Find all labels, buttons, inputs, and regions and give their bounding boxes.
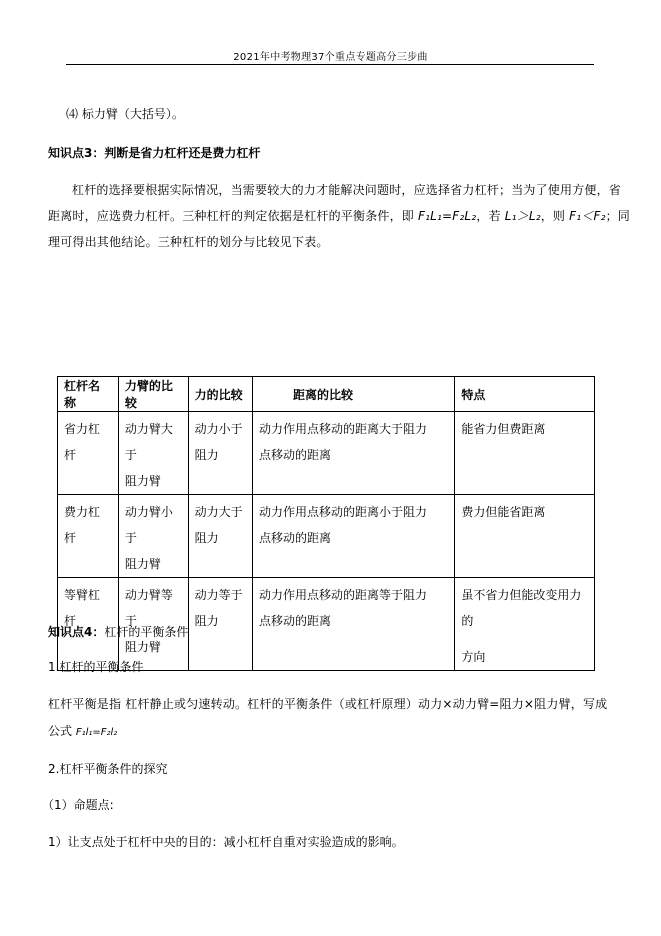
cell-line: 动力作用点移动的距离大于阻力 <box>259 422 428 436</box>
force-comparison <box>188 578 252 671</box>
header-cell: 杠杆名称 <box>58 377 119 412</box>
lever-name: 等臂杠杆 <box>58 578 119 671</box>
feature <box>455 412 595 495</box>
cell-line: 点移动的距离 <box>259 448 332 462</box>
section-4-label: 知识点4： <box>48 625 105 639</box>
cell-line: 阻力 <box>194 448 219 462</box>
table-row <box>58 495 595 578</box>
arm-comparison <box>118 412 188 495</box>
arm-comparison <box>118 578 188 671</box>
para-text-a: 距离时，应选费力杠杆。三种杠杆的判定依据是杠杆的平衡条件，即 <box>48 209 419 223</box>
header-divider <box>66 64 594 65</box>
balance-equation: F₁L₁=F₂L₂ <box>418 209 477 223</box>
para-text-d: ；同 <box>605 209 630 223</box>
cell-line: 费力但能省距离 <box>461 505 546 519</box>
table-row <box>58 578 595 671</box>
table-header-row <box>58 377 595 412</box>
cell-line: 动力作用点移动的距离小于阻力 <box>259 505 428 519</box>
cell-line: 动力等于 <box>194 588 243 602</box>
cell-line: 动力臂等于 <box>124 588 173 628</box>
feature <box>455 495 595 578</box>
cell-line: 动力大于 <box>194 505 243 519</box>
feature <box>455 578 595 671</box>
section-4-title: 杠杆的平衡条件 <box>104 625 189 639</box>
cell-line: 阻力 <box>194 531 219 545</box>
distance-comparison <box>253 412 455 495</box>
cell-line: 点移动的距离 <box>259 614 332 628</box>
distance-comparison <box>253 495 455 578</box>
lever-name: 省力杠杆 <box>58 412 119 495</box>
force-comparison <box>188 412 252 495</box>
formula-prefix: 公式 <box>48 724 76 738</box>
header-cell: 力臂的比较 <box>118 377 188 412</box>
header-cell: 力的比较 <box>188 377 252 412</box>
table-row <box>58 412 595 495</box>
cell-line: 阻力 <box>194 614 219 628</box>
proposition-points: （1）命题点: <box>42 798 114 812</box>
section-3-para-line-2 <box>48 209 630 223</box>
cell-line: 动力小于 <box>194 422 243 436</box>
cell-line: 动力臂小于 <box>124 505 173 545</box>
lever-formula: F₁l₁=F₂l₂ <box>75 727 118 738</box>
cell-line: 动力作用点移动的距离等于阻力 <box>259 588 428 602</box>
section-3-para-line-1: 杠杆的选择要根据实际情况，当需要较大的力才能解决问题时，应选择省力杠杆；当为了使用方便，省 <box>72 183 622 197</box>
subsection-1-line-2 <box>48 724 117 740</box>
header-cell: 特点 <box>455 377 595 412</box>
para-text-c: ，则 <box>540 209 570 223</box>
cell-line: 虽不省力但能改变用力的 <box>461 588 582 628</box>
distance-comparison <box>253 578 455 671</box>
arm-condition: L₁＞L₂ <box>504 209 541 223</box>
section-3-title: 判断是省力杠杆还是费力杠杆 <box>104 146 261 160</box>
force-result: F₁＜F₂ <box>569 209 606 223</box>
header-cell: 距离的比较 <box>253 377 455 412</box>
cell-line: 能省力但费距离 <box>461 422 546 436</box>
para-text-b: ，若 <box>476 209 505 223</box>
section-4-heading <box>48 625 188 639</box>
section-3-heading <box>48 146 260 160</box>
section-3-label: 知识点3： <box>48 146 105 160</box>
point-1: 1）让支点处于杠杆中央的目的：减小杠杆自重对实验造成的影响。 <box>48 835 404 849</box>
force-comparison <box>188 495 252 578</box>
cell-line: 阻力臂 <box>124 557 161 571</box>
item-4: ⑷ 标力臂（大括号）。 <box>66 107 184 121</box>
subsection-2-title: 2.杠杆平衡条件的探究 <box>48 762 168 776</box>
lever-name: 费力杠杆 <box>58 495 119 578</box>
arm-comparison <box>118 495 188 578</box>
subsection-1-title: 1.杠杆的平衡条件 <box>48 660 144 674</box>
section-3-para-line-3: 理可得出其他结论。三种杠杆的划分与比较见下表。 <box>48 235 329 249</box>
subsection-1-line-1: 杠杆平衡是指 杠杆静止或匀速转动。杠杆的平衡条件（或杠杆原理）动力×动力臂=阻力×阻力臂，写成 <box>48 697 608 711</box>
cell-line: 阻力臂 <box>124 474 161 488</box>
cell-line: 阻力臂 <box>124 640 161 654</box>
cell-line: 动力臂大于 <box>124 422 173 462</box>
page-header: 2021年中考物理37个重点专题高分三步曲 <box>233 52 428 63</box>
cell-line: 方向 <box>461 650 486 664</box>
cell-line: 点移动的距离 <box>259 531 332 545</box>
